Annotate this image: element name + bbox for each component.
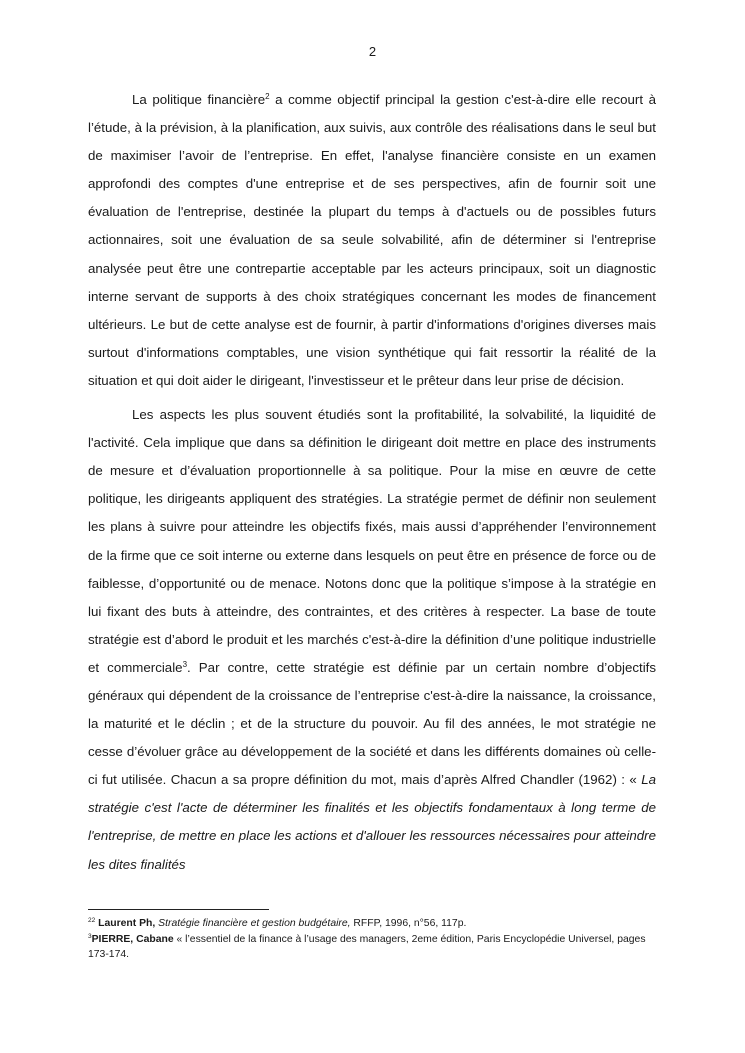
footnote-marker: 22 xyxy=(88,917,96,924)
paragraph-1 xyxy=(88,86,656,395)
footnote-details: « l’essentiel de la finance à l’usage des managers, 2eme édition, Paris Encyclopédie Universel, pages 173-174. xyxy=(88,934,646,960)
paragraph-2 xyxy=(88,401,656,879)
footnote-details: RFFP, 1996, n°56, 117p. xyxy=(350,918,467,929)
footnote-1 xyxy=(88,916,658,931)
footnote-author: PIERRE, Cabane xyxy=(91,934,174,945)
footnote-author: Laurent Ph, xyxy=(98,918,156,929)
footnote-ref-2: 2 xyxy=(265,92,270,101)
page-number: 2 xyxy=(368,44,377,59)
paragraph-1-text-a: La politique financière xyxy=(132,92,266,107)
body-text xyxy=(88,86,656,879)
paragraph-2-text-a: Les aspects les plus souvent étudiés sont la profitabilité, la solvabilité, la liquidité de l'activité. Cela implique que dans sa définition le dirigeant doit mettre en place des instruments de mesure et d’évaluation proportionnelle à sa politique. Pour la mise en œuvre de cette politique, les dirigeants appliquent des stratégies. La stratégie permet de définir non seulement les plans à suivre pour atteindre les objectifs fixés, mais aussi d’appréhender l’environnement de la firme que ce soit interne ou externe dans lesquels on peut être en présence de force ou de faiblesse, d’opportunité ou de menace. Notons donc que la politique s’impose à la stratégie en lui fixant des buts à atteindre, des contraintes, et des critères à respecter. La base de toute stratégie est d’abord le produit et les marchés c'est-à-dire la définition d’une politique industrielle et commerciale xyxy=(88,407,656,675)
footnote-separator xyxy=(88,909,269,910)
footnote-ref-3: 3 xyxy=(182,659,188,669)
chandler-quote: La stratégie c'est l'acte de déterminer les finalités et les objectifs fondamentaux à long terme de l'entreprise, de mettre en place les actions et d'allouer les ressources nécessaires pour atteindre les dites finalités xyxy=(88,772,656,872)
footnote-title: Stratégie financière et gestion budgétaire, xyxy=(158,918,351,929)
paragraph-1-text-b: a comme objectif principal la gestion c'est-à-dire elle recourt à l’étude, à la prévision, à la planification, aux suivis, aux contrôle des réalisations dans le seul but de maximiser l’avoir de l’entreprise. En effet, l'analyse financière consiste en un examen approfondi des comptes d'une entreprise et de ses perspectives, afin de fournir soit une évaluation de l'entreprise, destinée la plupart du temps à d'actuels ou de possibles futurs actionnaires, soit une évaluation de sa seule solvabilité, afin de déterminer si l'entreprise analysée peut être une contrepartie acceptable par les acteurs principaux, soit un diagnostic interne servant de supports à des choix stratégiques concernant les modes de financement ultérieurs. Le but de cette analyse est de fournir, à partir d'informations d'origines diverses mais surtout d'informations comptables, une vision synthétique qui fait ressortir la réalité de la situation et qui doit aider le dirigeant, l'investisseur et le prêteur dans leur prise de décision. xyxy=(88,92,656,388)
footnotes xyxy=(88,916,658,963)
paragraph-2-text-b: . Par contre, cette stratégie est définie par un certain nombre d’objectifs généraux qui dépendent de la croissance de l’entreprise c'est-à-dire la naissance, la croissance, la maturité et le déclin ; et de la structure du pouvoir. Au fil des années, le mot stratégie ne cesse d’évoluer grâce au développement de la société et dans les différents domaines où celle-ci fut utilisée. Chacun a sa propre définition du mot, mais d’après Alfred Chandler (1962) : « xyxy=(88,659,656,788)
footnote-marker: 3 xyxy=(88,933,92,940)
footnote-2 xyxy=(88,932,658,962)
